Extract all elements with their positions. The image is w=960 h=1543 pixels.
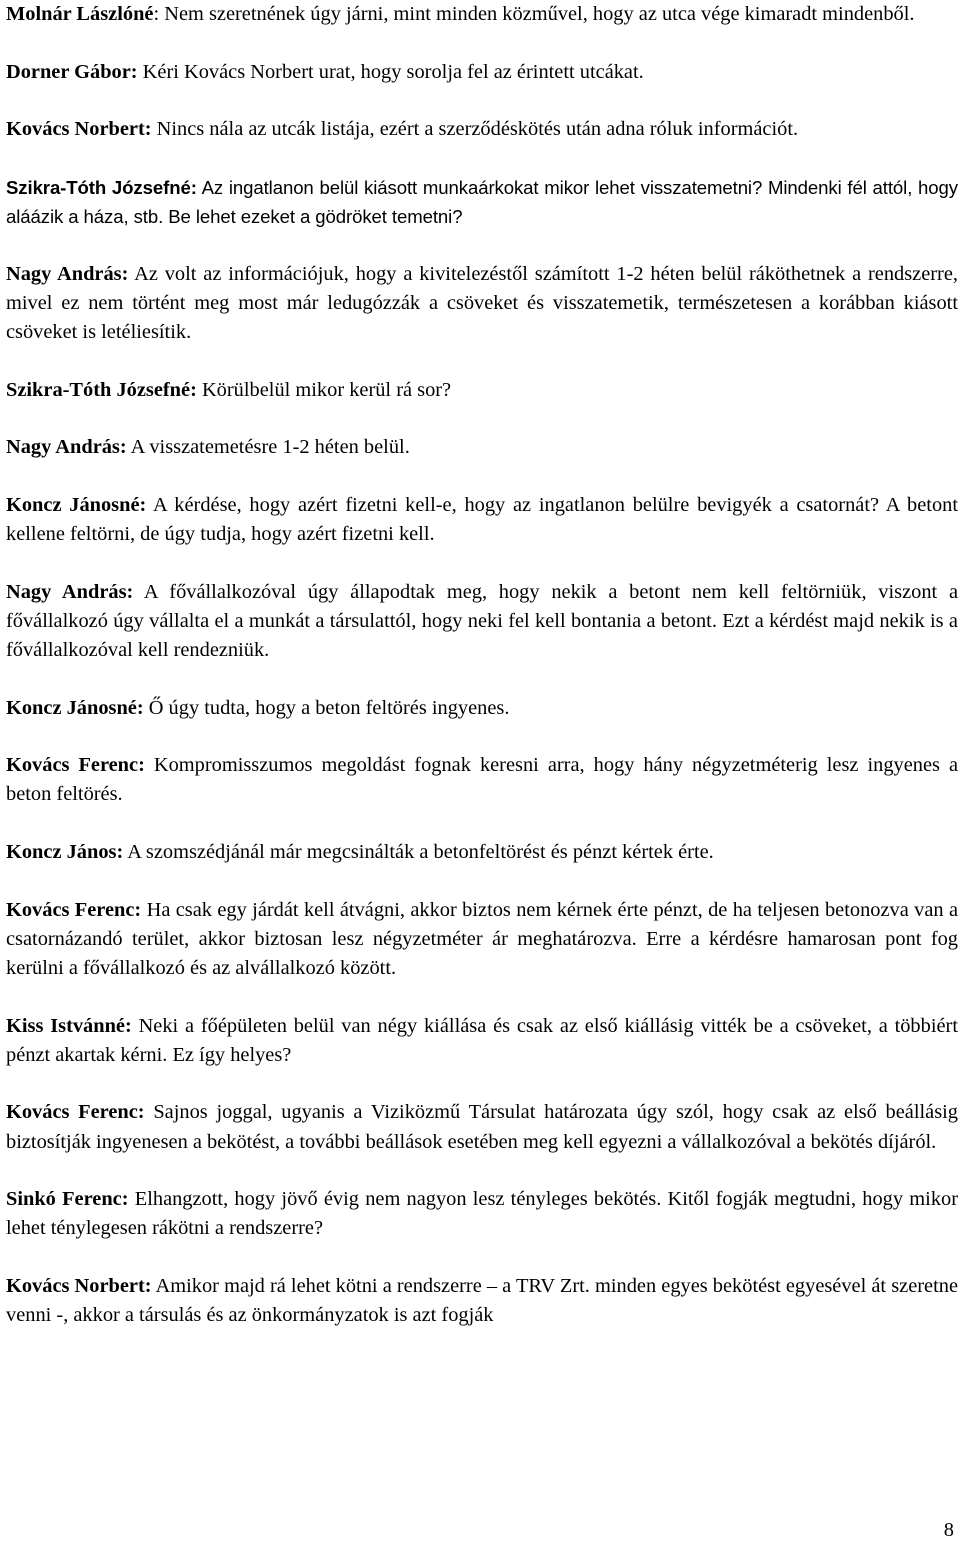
- page-number: 8: [943, 1519, 954, 1541]
- speaker-name: Kovács Norbert:: [6, 118, 152, 141]
- paragraph-13: [6, 1012, 958, 1070]
- paragraph-10: [6, 751, 958, 809]
- paragraph-text: Nincs nála az utcák listája, ezért a szerződéskötés után adna róluk információt.: [151, 118, 799, 141]
- paragraph-6: [6, 433, 958, 462]
- paragraph-text: Ő úgy tudta, hogy a beton feltörés ingyenes.: [143, 696, 510, 719]
- paragraph-3: [6, 173, 958, 231]
- speaker-name: Kovács Ferenc:: [6, 1101, 145, 1124]
- paragraph-9: [6, 694, 958, 723]
- paragraph-4: [6, 260, 958, 348]
- paragraph-14: [6, 1098, 958, 1156]
- paragraph-text: Amikor majd rá lehet kötni a rendszerre – a TRV Zrt. minden egyes bekötést egyesével át szeretne venni -, akkor a társulás és az önkormányzatok is azt fogják: [6, 1274, 958, 1327]
- paragraph-5: [6, 376, 958, 405]
- paragraph-text: Az volt az információjuk, hogy a kivitelezéstől számított 1-2 héten belül ráköthetnek a rendszerre, mivel ez nem történt meg most már ledugózzák a csöveket és visszatemetik, természetesen a korábban kiásott csöveket is letéliesítik.: [6, 262, 958, 343]
- paragraph-0: [6, 0, 958, 29]
- paragraph-text: A szomszédjánál már megcsinálták a betonfeltörést és pénzt kértek érte.: [123, 840, 714, 863]
- speaker-name: Koncz Jánosné:: [6, 696, 144, 719]
- paragraph-2: [6, 115, 958, 144]
- speaker-name: Szikra-Tóth Józsefné:: [6, 378, 197, 401]
- paragraph-text: Ha csak egy járdát kell átvágni, akkor biztos nem kérnek érte pénzt, de ha teljesen betonozva van a csatornázandó terület, akkor biztosan lesz négyzetméter ár meghatározva. Erre a kérdésre hamarosan pont fog kerülni a fővállalkozó és az alvállalkozó között.: [6, 898, 958, 979]
- paragraph-text: A visszatemetésre 1-2 héten belül.: [126, 436, 410, 459]
- paragraph-15: [6, 1185, 958, 1243]
- paragraph-1: [6, 58, 958, 87]
- speaker-name: Kovács Norbert:: [6, 1274, 152, 1297]
- paragraph-text: Az ingatlanon belül kiásott munkaárkokat mikor lehet visszatemetni? Mindenki fél attól, hogy aláázik a háza, stb. Be lehet ezeket a gödröket temetni?: [6, 176, 958, 227]
- paragraph-16: [6, 1272, 958, 1330]
- paragraph-text: Elhangzott, hogy jövő évig nem nagyon lesz tényleges bekötés. Kitől fogják megtudni, hogy mikor lehet ténylegesen rákötni a rendszerre?: [6, 1188, 958, 1240]
- paragraph-text: Körülbelül mikor kerül rá sor?: [196, 378, 452, 401]
- speaker-name: Koncz János:: [6, 840, 124, 863]
- paragraph-text: Neki a főépületen belül van négy kiállása és csak az első kiállásig vitték be a csöveket, a többiért pénzt akartak kérni. Ez így helyes?: [6, 1014, 958, 1066]
- paragraph-text: Nem szeretnének úgy járni, mint minden közművel, hogy az utca vége kimaradt mindenből.: [159, 3, 915, 25]
- paragraph-text: Kéri Kovács Norbert urat, hogy sorolja fel az érintett utcákat.: [137, 60, 644, 83]
- paragraph-8: [6, 578, 958, 666]
- paragraph-text: Sajnos joggal, ugyanis a Viziközmű Társulat határozata úgy szól, hogy csak az első beállásig biztosítják ingyenesen a bekötést, a további beállások esetében meg kell egyezni a vállalkozóval a bekötés díjáról.: [6, 1101, 959, 1153]
- speaker-separator: :: [153, 3, 160, 25]
- paragraph-text: A fővállalkozóval úgy állapodtak meg, hogy nekik a betont nem kell feltörniük, viszont a fővállalkozó úgy vállalta el a munkát a társulattól, hogy neki fel kell bontania a betont. Ezt a kérdést majd nekik is a fővállalkozóval kell rendezniük.: [6, 580, 958, 661]
- speaker-name: Nagy András:: [6, 262, 129, 285]
- speaker-name: Sinkó Ferenc:: [6, 1188, 129, 1211]
- paragraph-text: A kérdése, hogy azért fizetni kell-e, hogy az ingatlanon belülre bevigyék a csatornát? A betont kellene feltörni, de úgy tudja, hogy azért fizetni kell.: [6, 493, 958, 545]
- speaker-name: Kiss Istvánné:: [6, 1014, 132, 1037]
- speaker-name: Koncz Jánosné:: [6, 493, 147, 516]
- paragraph-12: [6, 896, 958, 984]
- speaker-name: Molnár Lászlóné: [6, 3, 154, 25]
- speaker-name: Nagy András:: [6, 580, 134, 603]
- document-page: [6, 0, 958, 1359]
- speaker-name: Kovács Ferenc:: [6, 754, 145, 777]
- paragraph-text: Kompromisszumos megoldást fognak keresni arra, hogy hány négyzetméterig lesz ingyenes a beton feltörés.: [6, 754, 958, 806]
- speaker-name: Szikra-Tóth Józsefné:: [6, 176, 197, 198]
- speaker-name: Dorner Gábor:: [6, 60, 138, 83]
- speaker-name: Nagy András:: [6, 436, 127, 459]
- paragraph-7: [6, 491, 958, 549]
- paragraph-11: [6, 838, 958, 867]
- speaker-name: Kovács Ferenc:: [6, 898, 142, 921]
